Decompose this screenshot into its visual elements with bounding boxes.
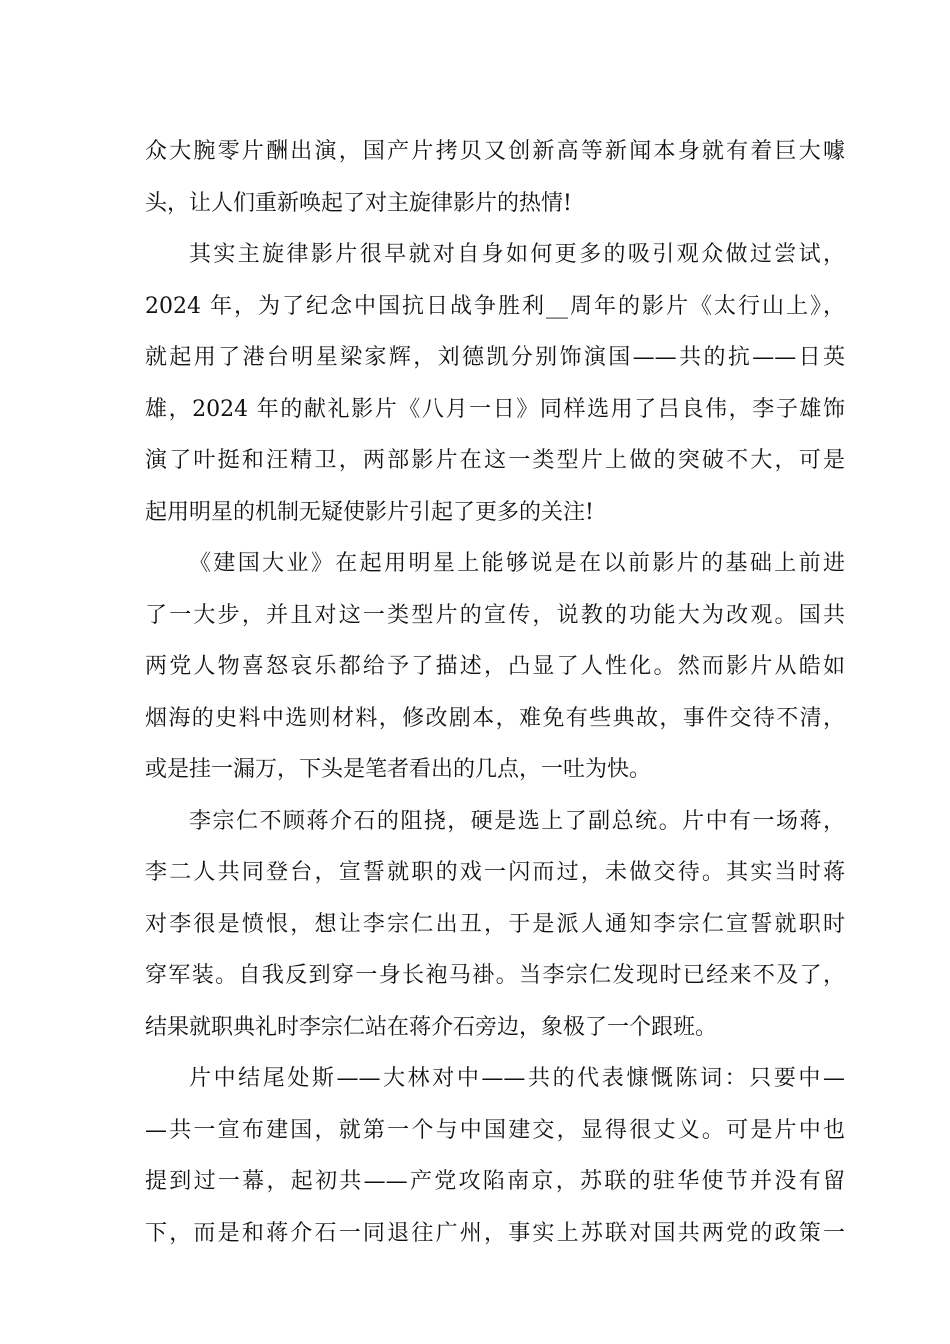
text-line: 起用明星的机制无疑使影片引起了更多的关注! [145,499,594,525]
document-body [145,126,845,1259]
text-line: 就起用了港台明星梁家辉，刘德凯分别饰演国——共的抗——日英 [145,345,845,370]
text-line: 李宗仁不顾蒋介石的阻挠，硬是选上了副总统。片中有一场蒋， [189,808,845,834]
text-line: 《建国大业》在起用明星上能够说是在以前影片的基础上前进 [189,551,845,576]
text-line: 结果就职典礼时李宗仁站在蒋介石旁边，象极了一个跟班。 [145,1014,718,1040]
text-line: 对李很是愤恨，想让李宗仁出丑，于是派人通知李宗仁宣誓就职时 [145,911,845,937]
text-line: 众大腕零片酬出演，国产片拷贝又创新高等新闻本身就有着巨大噱 [145,139,845,164]
paragraph [145,229,845,538]
text-line: 李二人共同登台，宣誓就职的戏一闪而过，未做交待。其实当时蒋 [145,860,845,885]
text-line: 头，让人们重新唤起了对主旋律影片的热情! [145,190,572,216]
paragraph [145,796,845,1054]
text-line: 或是挂一漏万，下头是笔者看出的几点，一吐为快。 [145,757,652,782]
text-line: 穿军装。自我反到穿一身长袍马褂。当李宗仁发现时已经来不及了， [145,963,845,988]
text-line: 2024 年，为了纪念中国抗日战争胜利__周年的影片《太行山上》， [145,293,845,319]
text-line: 下，而是和蒋介石一同退往广州，事实上苏联对国共两党的政策一 [145,1220,845,1246]
text-line: 片中结尾处斯——大林对中——共的代表慷慨陈词：只要中— [189,1066,845,1091]
text-line: 提到过一幕，起初共——产党攻陷南京，苏联的驻华使节并没有留 [145,1169,845,1194]
text-line: 两党人物喜怒哀乐都给予了描述，凸显了人性化。然而影片从皓如 [145,654,845,679]
text-line: —共一宣布建国，就第一个与中国建交，显得很丈义。可是片中也 [145,1117,845,1143]
text-line: 雄，2024 年的献礼影片《八月一日》同样选用了吕良伟，李子雄饰 [145,396,845,422]
text-line: 烟海的史料中选则材料，修改剧本，难免有些典故，事件交待不清， [145,705,845,731]
text-line: 其实主旋律影片很早就对自身如何更多的吸引观众做过尝试， [189,242,845,267]
paragraph [145,538,845,796]
paragraph [145,126,845,229]
paragraph [145,1053,845,1259]
text-line: 了一大步，并且对这一类型片的宣传，说教的功能大为改观。国共 [145,602,845,628]
text-line: 演了叶挺和汪精卫，两部影片在这一类型片上做的突破不大，可是 [145,448,845,473]
